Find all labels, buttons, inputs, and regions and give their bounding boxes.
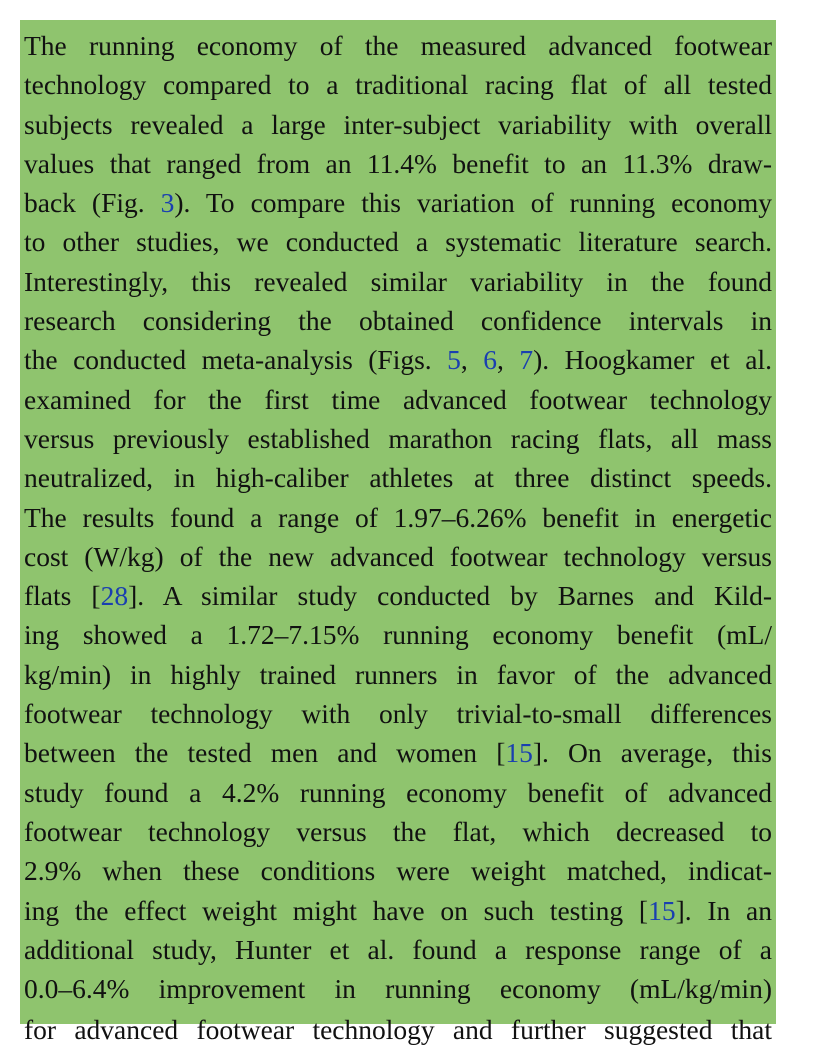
paragraph-line xyxy=(24,773,772,812)
paragraph-line xyxy=(24,222,772,261)
paragraph-line xyxy=(24,380,772,419)
paragraph-line xyxy=(24,183,772,222)
paragraph-line xyxy=(24,576,772,615)
text-run: , xyxy=(460,344,484,376)
text-run: study found a 4.2% running economy benefit of advanced xyxy=(24,776,772,808)
text-run: to other studies, we conducted a systematic literature search. xyxy=(24,226,772,258)
text-run: technology compared to a traditional racing flat of all tested xyxy=(24,69,772,101)
text-run: cost (W/kg) of the new advanced footwear technology versus xyxy=(24,540,772,572)
reference-link[interactable]: 5 xyxy=(447,344,461,376)
paragraph-line xyxy=(24,26,772,65)
reference-link[interactable]: 6 xyxy=(483,344,498,376)
text-run: ]. In an xyxy=(675,894,772,926)
paragraph-line xyxy=(24,537,772,576)
paragraph-line xyxy=(24,419,772,458)
paragraph-line xyxy=(24,891,772,930)
text-run: ]. On average, this xyxy=(532,737,773,769)
paragraph-line xyxy=(24,615,772,654)
paragraph-line xyxy=(24,498,772,537)
paragraph-line xyxy=(24,65,772,104)
text-run: footwear technology with only trivial-to-small differences xyxy=(24,698,772,730)
text-run: kg/min) in highly trained runners in favor of the advanced xyxy=(24,658,772,690)
paragraph-line xyxy=(24,340,772,379)
text-run: research considering the obtained confidence intervals in xyxy=(24,305,772,337)
text-run: examined for the first time advanced footwear technology xyxy=(24,383,772,415)
paragraph-line xyxy=(24,458,772,497)
text-run: The results found a range of 1.97–6.26% benefit in energetic xyxy=(24,501,772,533)
text-run: values that ranged from an 11.4% benefit to an 11.3% draw- xyxy=(24,147,772,179)
paragraph-line xyxy=(24,930,772,969)
reference-link[interactable]: 28 xyxy=(100,580,129,612)
reference-link[interactable]: 15 xyxy=(648,894,676,926)
text-run: , xyxy=(497,344,520,376)
reference-link[interactable]: 7 xyxy=(519,344,534,376)
cut-line-text: for advanced footwear technology and further suggested that xyxy=(24,1014,772,1045)
paragraph-line xyxy=(24,969,772,1008)
paragraph-body xyxy=(24,26,772,1008)
paragraph-cut-line xyxy=(24,1006,772,1045)
text-run: ). Hoogkamer et al. xyxy=(533,344,772,376)
paragraph-line xyxy=(24,301,772,340)
text-run: back (Fig. xyxy=(24,187,161,219)
text-run: Interestingly, this revealed similar variability in the found xyxy=(24,265,772,297)
paragraph-line xyxy=(24,262,772,301)
paragraph-line xyxy=(24,144,772,183)
text-run: 0.0–6.4% improvement in running economy (mL/kg/min) xyxy=(24,973,772,1005)
paragraph-line xyxy=(24,812,772,851)
text-run: 2.9% when these conditions were weight matched, indicat- xyxy=(24,855,772,887)
text-run: additional study, Hunter et al. found a response range of a xyxy=(24,933,772,965)
text-run: ing showed a 1.72–7.15% running economy benefit (mL/ xyxy=(24,619,772,651)
text-run: flats [ xyxy=(24,580,101,612)
paragraph-line xyxy=(24,851,772,890)
reference-link[interactable]: 15 xyxy=(505,737,533,769)
text-run: ing the effect weight might have on such testing [ xyxy=(24,894,649,926)
paragraph-line xyxy=(24,105,772,144)
text-run: The running economy of the measured advanced footwear xyxy=(24,30,772,61)
text-run: footwear technology versus the flat, which decreased to xyxy=(24,815,772,847)
text-run: versus previously established marathon racing flats, all mass xyxy=(24,422,772,454)
paragraph-line xyxy=(24,655,772,694)
text-run: ). To compare this variation of running economy xyxy=(174,187,772,219)
text-run: the conducted meta-analysis (Figs. xyxy=(24,344,448,376)
text-run: subjects revealed a large inter-subject variability with overall xyxy=(24,108,772,140)
paragraph-line xyxy=(24,694,772,733)
text-run: neutralized, in high-caliber athletes at three distinct speeds. xyxy=(24,462,772,494)
reference-link[interactable]: 3 xyxy=(160,187,175,219)
paragraph-line xyxy=(24,733,772,772)
text-run: between the tested men and women [ xyxy=(24,737,506,769)
text-run: ]. A similar study conducted by Barnes and Kild- xyxy=(128,580,773,612)
